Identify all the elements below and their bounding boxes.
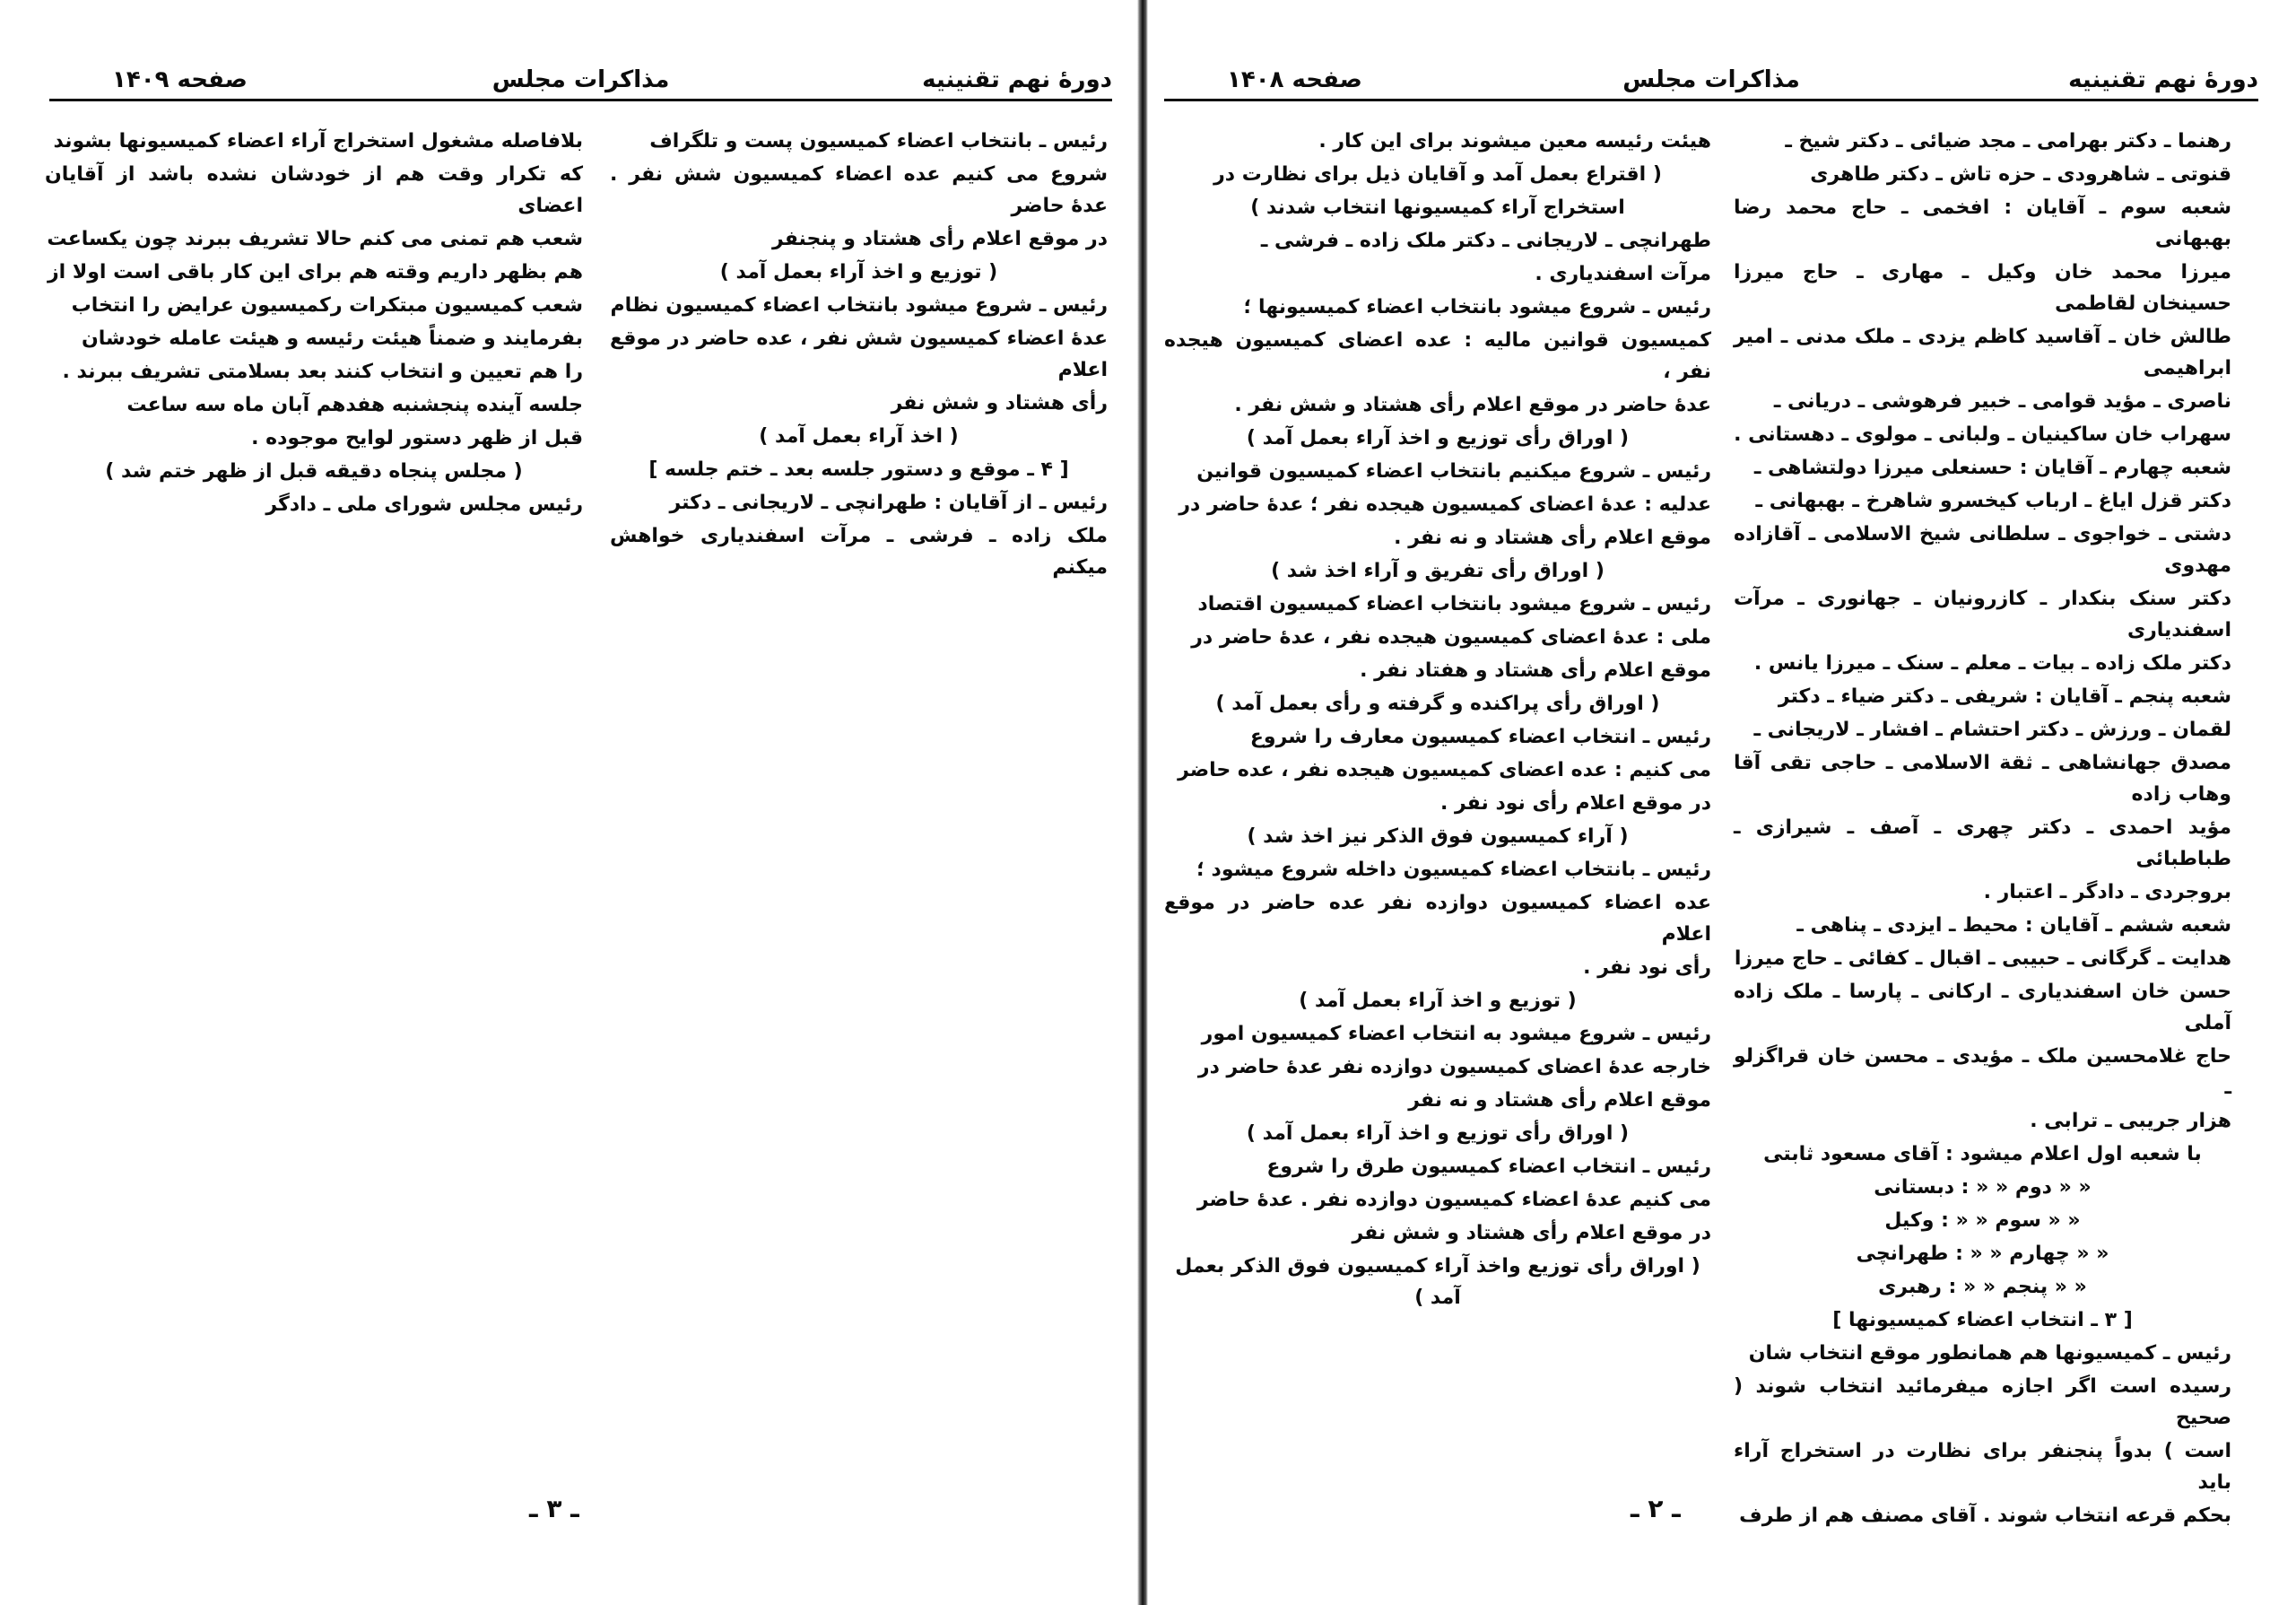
text-column-left (45, 126, 583, 522)
text-line: طالش خان ـ آقاسید کاظم یزدی ـ ملک مدنی ـ امیر ابراهیمی (1734, 326, 2231, 379)
text-line: رئیس ـ شروع میشود بانتخاب اعضاء کمیسیون نظام (610, 294, 1108, 317)
text-line: سهراب خان ساکینیان ـ ولبانی ـ مولوی ـ دهستانی . (1734, 423, 2231, 446)
text-line: میرزا محمد خان وکیل ـ مهاری ـ حاج میرزا حسینخان لقاطمی (1734, 261, 2231, 315)
text-line: ( اوراق رأی توزیع و اخذ آراء بعمل آمد ) (1246, 1122, 1630, 1145)
text-line: « « پنجم « « : رهبری (1878, 1276, 2087, 1298)
text-line: حاج غلامحسین ملک ـ مؤیدی ـ محسن خان قراگزلو ـ (1734, 1045, 2231, 1099)
text-line: مصدق جهانشاهی ـ ثقة الاسلامی ـ حاجی تقی آقا وهاب زاده (1734, 752, 2231, 806)
left-page-header (49, 54, 1112, 108)
page-footer: ـ ۲ ـ (1631, 1494, 1681, 1523)
header-rule (49, 99, 1112, 101)
text-line: شعبه چهارم ـ آقایان : حسنعلی میرزا دولتشاهی ـ (1753, 457, 2231, 479)
text-line: دشتی ـ خواجوی ـ سلطانی شیخ الاسلامی ـ آقازاده مهدوی (1734, 523, 2231, 577)
text-line: است ) بدواً پنجنفر برای نظارت در استخراج آراء باید (1734, 1440, 2231, 1494)
text-line: بفرمایند و ضمناً هیئت رئیسه و هیئت عامله خودشان (82, 327, 583, 350)
text-line: رأی نود نفر . (1583, 956, 1711, 979)
text-line: رئیس ـ انتخاب اعضاء کمیسیون طرق را شروع (1266, 1156, 1711, 1178)
text-line: هزار جریبی ـ ترابی . (2030, 1110, 2231, 1132)
text-line: ناصری ـ مؤید قوامی ـ خبیر فرهوشی ـ دریانی ـ (1773, 390, 2231, 413)
text-line: جلسه آینده پنجشنبه هفدهم آبان ماه سه ساعت (126, 394, 583, 416)
text-line: ( اوراق رأی تفریق و آراء اخذ شد ) (1271, 560, 1605, 582)
text-column-left (1164, 126, 1711, 1315)
text-line: عدلیه : عدهٔ اعضای کمیسیون هیجده نفر ؛ عدهٔ حاضر در (1178, 493, 1711, 516)
text-line: ( اوراق رأی توزیع واخذ آراء کمیسیون فوق الذکر بعمل آمد ) (1175, 1255, 1700, 1309)
text-line: رئیس ـ شروع میشود بانتخاب اعضاء کمیسیون اقتصاد (1197, 593, 1711, 615)
text-line: قبل از ظهر دستور لوایح موجوده . (251, 427, 583, 449)
text-line: ( اوراق رأی توزیع و اخذ آراء بعمل آمد ) (1246, 427, 1630, 449)
text-line: رسیده است اگر اجازه میفرمائید انتخاب شوند ( صحیح (1734, 1375, 2231, 1429)
text-line: شروع می کنیم عده اعضاء کمیسیون شش نفر . عدهٔ حاضر (610, 163, 1108, 217)
text-line: عدهٔ اعضاء کمیسیون شش نفر ، عده حاضر در موقع اعلام (610, 327, 1108, 381)
text-line: در موقع اعلام رأی نود نفر . (1439, 792, 1711, 815)
text-line: در موقع اعلام رأی هشتاد و شش نفر (1352, 1222, 1711, 1244)
text-line: خارجه عدهٔ اعضای کمیسیون دوازده نفر عدهٔ حاضر در (1197, 1056, 1711, 1078)
running-title: مذاکرات مجلس (1622, 66, 1800, 93)
signature-line: رئیس مجلس شورای ملی ـ دادگر (265, 493, 583, 516)
text-line: بروجردی ـ دادگر ـ اعتبار . (1983, 881, 2231, 903)
text-line: حسن خان اسفندیاری ـ ارکانی ـ پارسا ـ ملک زاده آملی (1734, 981, 2231, 1034)
text-line: هیئت رئیسه معین میشوند برای این کار . (1318, 130, 1711, 153)
text-line: رئیس ـ بانتخاب اعضاء کمیسیون داخله شروع میشود ؛ (1196, 859, 1711, 881)
text-line: رئیس ـ شروع میکنیم بانتخاب اعضاء کمیسیون قوانین (1196, 460, 1711, 483)
text-line: بحکم قرعه انتخاب شوند . آقای مصنف هم از طرف (1739, 1505, 2231, 1527)
text-line: موقع اعلام رأی هشتاد و هفتاد نفر . (1360, 659, 1711, 682)
text-line: که تکرار وقت هم از خودشان نشده باشد از آقایان اعضای (45, 163, 583, 217)
text-line: هدایت ـ گرگانی ـ حبیبی ـ اقبال ـ کفائی ـ حاج میرزا (1734, 947, 2231, 970)
section-heading: [ ۴ ـ موقع و دستور جلسه بعد ـ ختم جلسه ] (648, 458, 1069, 481)
text-line: می کنیم عدهٔ اعضاء کمیسیون دوازده نفر . عدهٔ حاضر (1196, 1189, 1711, 1211)
text-line: دکتر قزل ایاغ ـ ارباب کیخسرو شاهرخ ـ بهبهانی ـ (1755, 490, 2231, 512)
text-line: موقع اعلام رأی هشتاد و نه نفر . (1394, 527, 1711, 549)
text-line: عده اعضاء کمیسیون دوازده نفر عده حاضر در موقع اعلام (1164, 892, 1711, 946)
text-line: دکتر سنک بنکدار ـ کازرونیان ـ جهانوری ـ مرآت اسفندیاری (1734, 588, 2231, 641)
text-line: با شعبه اول اعلام میشود : آقای مسعود ثابتی (1763, 1143, 2202, 1165)
text-line: رئیس ـ بانتخاب اعضاء کمیسیون پست و تلگراف (649, 130, 1108, 153)
running-title: مذاکرات مجلس (491, 66, 670, 93)
text-line: بلافاصله مشغول استخراج آراء اعضاء کمیسیونها بشوند (53, 130, 583, 153)
text-line: رئیس ـ انتخاب اعضاء کمیسیون معارف را شروع (1249, 726, 1711, 748)
text-line: استخراج آراء کمیسیونها انتخاب شدند ) (1250, 196, 1625, 219)
text-line: شعب هم تمنی می کنم حالا تشریف ببرند چون یکساعت (47, 228, 583, 250)
issue-label: دورهٔ نهم تقنینیه (922, 66, 1112, 93)
text-line: ( آراء کمیسیون فوق الذکر نیز اخذ شد ) (1247, 825, 1629, 848)
text-line: شعبه سوم ـ آقایان : افخمی ـ حاج محمد رضا بهبهانی (1734, 196, 2231, 250)
text-line: رهنما ـ دکتر بهرامی ـ مجد ضیائی ـ دکتر شیخ ـ (1785, 130, 2231, 153)
issue-label: دورهٔ نهم تقنینیه (2068, 66, 2258, 93)
text-line: ملی : عدهٔ اعضای کمیسیون هیجده نفر ، عدهٔ حاضر در (1191, 626, 1711, 649)
right-page (1146, 0, 2296, 1605)
page-number: صفحه ۱۴۰۹ (112, 66, 248, 93)
text-line: کمیسیون قوانین مالیه : عده اعضای کمیسیون هیجده نفر ، (1164, 329, 1711, 383)
text-line: مرآت اسفندیاری . (1535, 263, 1711, 285)
text-line: را هم تعیین و انتخاب کنند بعد بسلامتی تشریف ببرند . (62, 361, 583, 383)
text-line: موقع اعلام رأی هشتاد و نه نفر (1408, 1089, 1711, 1112)
text-line: رئیس ـ شروع میشود بانتخاب اعضاء کمیسیونها ؛ (1243, 296, 1711, 318)
text-line: ( اقتراع بعمل آمد و آقایان ذیل برای نظارت در (1213, 163, 1662, 186)
header-rule (1164, 99, 2258, 101)
text-line: مؤید احمدی ـ دکتر چهری ـ آصف ـ شیرازی ـ طباطبائی (1734, 816, 2231, 870)
text-column-right (610, 126, 1108, 585)
text-line: « « چهارم « « : طهرانچی (1856, 1243, 2109, 1265)
left-page (0, 0, 1139, 1605)
section-heading: [ ۳ ـ انتخاب اعضاء کمیسیونها ] (1832, 1309, 2133, 1331)
text-line: رئیس ـ کمیسیونها هم همانطور موقع انتخاب شان (1748, 1342, 2231, 1365)
text-line: ( توزیع و اخذ آراء بعمل آمد ) (719, 261, 998, 283)
right-page-header (1164, 54, 2258, 108)
text-line: شعبه پنجم ـ آقایان : شریفی ـ دکتر ضیاء ـ دکتر (1778, 685, 2231, 708)
text-line: ( توزیع و اخذ آراء بعمل آمد ) (1299, 990, 1577, 1012)
text-line: در موقع اعلام رأی هشتاد و پنجنفر (772, 228, 1108, 250)
text-line: شعبه ششم ـ آقایان : محیط ـ ایزدی ـ پناهی ـ (1796, 914, 2231, 937)
page-footer: ـ ۳ ـ (529, 1494, 579, 1523)
text-line: قنوتی ـ شاهرودی ـ حزه تاش ـ دکتر طاهری (1810, 163, 2231, 186)
text-line: ملک زاده ـ فرشی ـ مرآت اسفندیاری خواهش میکنم (610, 525, 1108, 579)
text-line: رئیس ـ از آقایان : طهرانچی ـ لاریجانی ـ دکتر (669, 492, 1108, 514)
text-line: ( مجلس پنجاه دقیقه قبل از ظهر ختم شد ) (105, 460, 523, 483)
text-line: « « سوم « « : وکیل (1884, 1209, 2081, 1232)
text-line: دکتر ملک زاده ـ بیات ـ معلم ـ سنک ـ میرزا یانس . (1753, 652, 2231, 675)
page-number: صفحه ۱۴۰۸ (1227, 66, 1362, 93)
text-line: طهرانچی ـ لاریجانی ـ دکتر ملک زاده ـ فرشی ـ (1260, 230, 1711, 252)
text-line: عدهٔ حاضر در موقع اعلام رأی هشتاد و شش نفر . (1234, 394, 1711, 416)
text-column-right (1734, 126, 2231, 1533)
text-line: ( اخذ آراء بعمل آمد ) (759, 425, 959, 448)
text-line: رئیس ـ شروع میشود به انتخاب اعضاء کمیسیون امور (1201, 1023, 1711, 1045)
text-line: رأی هشتاد و شش نفر (891, 392, 1108, 414)
text-line: می کنیم : عده اعضای کمیسیون هیجده نفر ، عده حاضر (1178, 759, 1711, 781)
text-line: هم بظهر داریم وقته هم برای این کار باقی است اولا از (48, 261, 583, 283)
text-line: ( اوراق رأی پراکنده و گرفته و رأی بعمل آمد ) (1215, 693, 1660, 715)
text-line: « « دوم « « : دبستانی (1874, 1176, 2092, 1199)
text-line: شعب کمیسیون مبتکرات رکمیسیون عرایض را انتخاب (71, 294, 583, 317)
text-line: لقمان ـ ورزش ـ دکتر احتشام ـ افشار ـ لاریجانی ـ (1753, 719, 2231, 741)
